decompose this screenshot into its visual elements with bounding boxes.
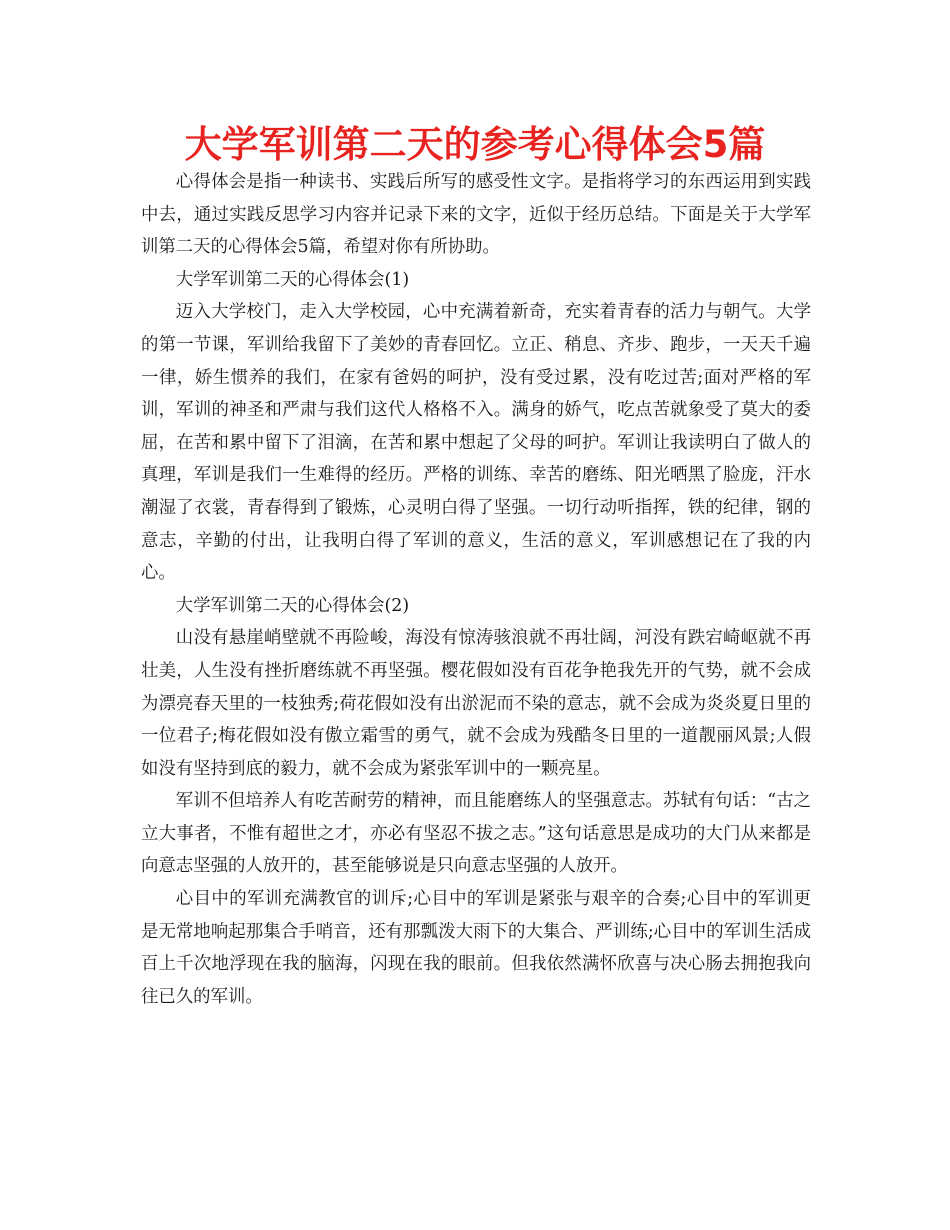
intro-paragraph: 心得体会是指一种读书、实践后所写的感受性文字。是指将学习的东西运用到实践中去，通过实践反思学习内容并记录下来的文字，近似于经历总结。下面是关于大学军训第二天的心得体会5篇，希望对你有所协助。 (141, 172, 811, 258)
document-title: 大学军训第二天的参考心得体会5篇 (184, 123, 766, 166)
section-heading-2: 大学军训第二天的心得体会(2) (175, 595, 410, 616)
body-paragraph: 心目中的军训充满教官的训斥;心目中的军训是紧张与艰辛的合奏;心目中的军训更是无常地响起那集合手哨音，还有那瓢泼大雨下的大集合、严训练;心目中的军训生活成百上千次地浮现在我的脑海，闪现在我的眼前。但我依然满怀欣喜与决心肠去拥抱我向往已久的军训。 (141, 889, 811, 1007)
document-body (141, 166, 811, 1013)
body-paragraph: 山没有悬崖峭壁就不再险峻，海没有惊涛骇浪就不再壮阔，河没有跌宕崎岖就不再壮美，人生没有挫折磨练就不再坚强。樱花假如没有百花争艳我先开的气势，就不会成为漂亮春天里的一枝独秀;荷花假如没有出淤泥而不染的意志，就不会成为炎炎夏日里的一位君子;梅花假如没有傲立霜雪的勇气，就不会成为残酷冬日里的一道靓丽风景;人假如没有坚持到底的毅力，就不会成为紧张军训中的一颗亮星。 (141, 628, 811, 779)
body-paragraph: 迈入大学校门，走入大学校园，心中充满着新奇，充实着青春的活力与朝气。大学的第一节课，军训给我留下了美妙的青春回忆。立正、稍息、齐步、跑步，一天天千遍一律，娇生惯养的我们，在家有爸妈的呵护，没有受过累，没有吃过苦;面对严格的军训，军训的神圣和严肃与我们这代人格格不入。满身的娇气，吃点苦就象受了莫大的委屈，在苦和累中留下了泪滴，在苦和累中想起了父母的呵护。军训让我读明白了做人的真理，军训是我们一生难得的经历。严格的训练、幸苦的磨练、阳光晒黑了脸庞，汗水潮湿了衣裳，青春得到了锻炼，心灵明白得了坚强。一切行动听指挥，铁的纪律，钢的意志，辛勤的付出，让我明白得了军训的意义，生活的意义，军训感想记在了我的内心。 (141, 302, 811, 584)
section-heading-1: 大学军训第二天的心得体会(1) (175, 269, 410, 290)
body-paragraph: 军训不但培养人有吃苦耐劳的精神，而且能磨练人的坚强意志。苏轼有句话：“古之立大事者，不惟有超世之才，亦必有坚忍不拔之志。”这句话意思是成功的大门从来都是向意志坚强的人放开的，甚至能够说是只向意志坚强的人放开。 (141, 791, 811, 877)
